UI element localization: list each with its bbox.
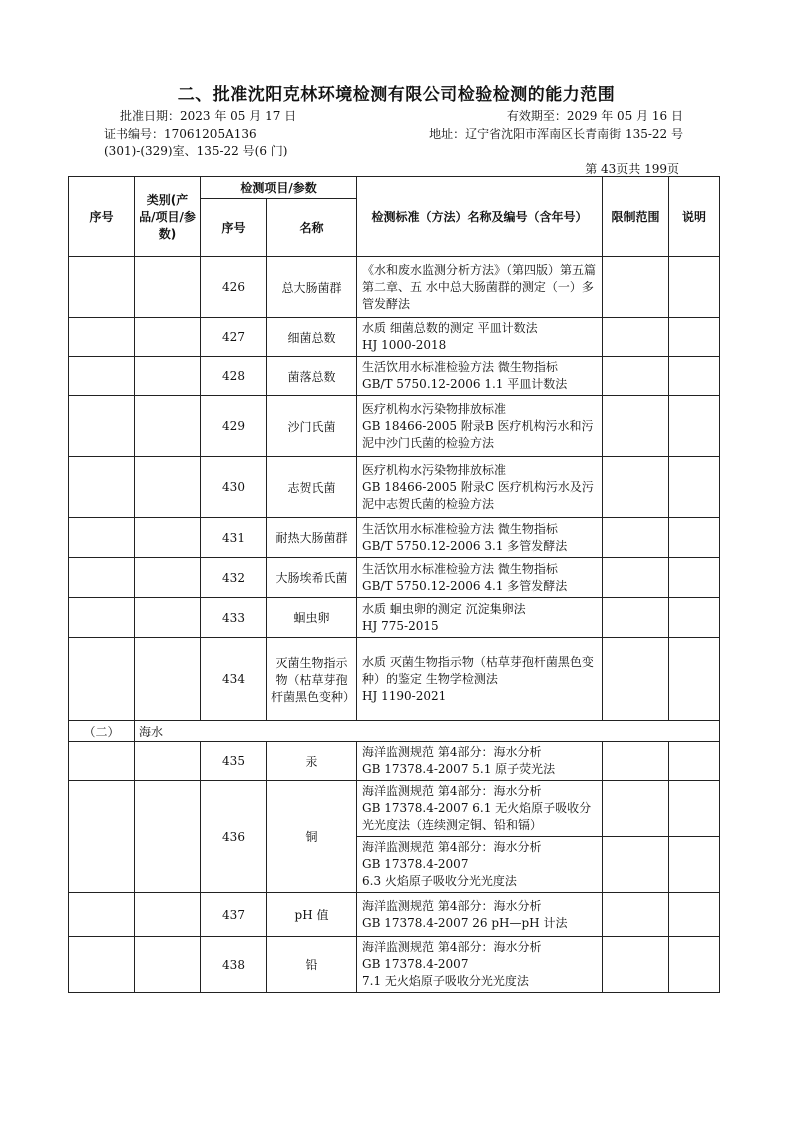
- col-category: 类别(产品/项目/参数): [135, 177, 201, 257]
- table-row: [69, 396, 720, 457]
- col-seq: 序号: [69, 177, 135, 257]
- approval-date: 批准日期：2023 年 05 月 17 日: [120, 109, 297, 123]
- section-row: [69, 721, 720, 742]
- item-seq: 433: [201, 598, 267, 638]
- item-name: 菌落总数: [267, 357, 357, 396]
- item-seq: 435: [201, 742, 267, 781]
- item-standard: 医疗机构水污染物排放标准 GB 18466-2005 附录C 医疗机构污水及污泥中志贺氏菌的检验方法: [357, 457, 603, 518]
- page-number: 第 43页共 199页: [585, 162, 679, 176]
- item-seq: 426: [201, 257, 267, 318]
- item-name: 耐热大肠菌群: [267, 518, 357, 558]
- item-standard: 海洋监测规范 第4部分：海水分析 GB 17378.4-2007 7.1 无火焰原子吸收分光光度法: [357, 937, 603, 993]
- item-name: 志贺氏菌: [267, 457, 357, 518]
- table-row: [69, 937, 720, 993]
- table-row: [69, 598, 720, 638]
- item-name: 蛔虫卵: [267, 598, 357, 638]
- valid-until: 有效期至：2029 年 05 月 16 日: [506, 109, 683, 123]
- item-name: 大肠埃希氏菌: [267, 558, 357, 598]
- col-item-group: 检测项目/参数: [201, 177, 357, 199]
- item-standard: 水质 细菌总数的测定 平皿计数法 HJ 1000-2018: [357, 318, 603, 357]
- table-row: [69, 781, 720, 837]
- item-seq: 428: [201, 357, 267, 396]
- address: 地址：辽宁省沈阳市浑南区长青南街 135-22 号: [429, 127, 683, 141]
- item-name: 总大肠菌群: [267, 257, 357, 318]
- item-name: 细菌总数: [267, 318, 357, 357]
- cert-number: 证书编号：17061205A136: [104, 127, 257, 141]
- item-name: 铜: [267, 781, 357, 893]
- item-standard: 水质 灭菌生物指示物（枯草芽孢杆菌黑色变种）的鉴定 生物学检测法 HJ 1190-2021: [357, 638, 603, 721]
- item-standard: 水质 蛔虫卵的测定 沉淀集卵法 HJ 775-2015: [357, 598, 603, 638]
- col-limit: 限制范围: [603, 177, 669, 257]
- col-standard: 检测标准（方法）名称及编号（含年号）: [357, 177, 603, 257]
- table-row: [69, 518, 720, 558]
- item-seq: 427: [201, 318, 267, 357]
- item-standard: 生活饮用水标准检验方法 微生物指标 GB/T 5750.12-2006 3.1 多管发酵法: [357, 518, 603, 558]
- item-seq: 436: [201, 781, 267, 893]
- table-row: [69, 558, 720, 598]
- col-item-name: 名称: [267, 199, 357, 257]
- item-name: 沙门氏菌: [267, 396, 357, 457]
- item-seq: 430: [201, 457, 267, 518]
- item-standard: 生活饮用水标准检验方法 微生物指标 GB/T 5750.12-2006 4.1 多管发酵法: [357, 558, 603, 598]
- table-row: [69, 638, 720, 721]
- table-row: [69, 357, 720, 396]
- item-name: 灭菌生物指示物（枯草芽孢杆菌黑色变种）: [267, 638, 357, 721]
- item-standard: 海洋监测规范 第4部分：海水分析 GB 17378.4-2007 6.1 无火焰原子吸收分光光度法（连续测定铜、铅和镉）: [357, 781, 603, 837]
- item-name: 铅: [267, 937, 357, 993]
- item-standard: 海洋监测规范 第4部分：海水分析 GB 17378.4-2007 26 pH—pH 计法: [357, 893, 603, 937]
- section-seq: （二）: [69, 721, 135, 742]
- item-seq: 432: [201, 558, 267, 598]
- table-row: [69, 318, 720, 357]
- item-seq: 434: [201, 638, 267, 721]
- item-standard: 《水和废水监测分析方法》（第四版）第五篇 第二章、五 水中总大肠菌群的测定（一）多管发酵法: [357, 257, 603, 318]
- section-name: 海水: [135, 721, 720, 742]
- col-note: 说明: [669, 177, 720, 257]
- item-standard-alt: 海洋监测规范 第4部分：海水分析 GB 17378.4-2007 6.3 火焰原子吸收分光光度法: [357, 837, 603, 893]
- item-name: 汞: [267, 742, 357, 781]
- capability-table: [68, 176, 720, 993]
- item-seq: 437: [201, 893, 267, 937]
- item-name: pH 值: [267, 893, 357, 937]
- table-row: [69, 742, 720, 781]
- item-standard: 医疗机构水污染物排放标准 GB 18466-2005 附录B 医疗机构污水和污泥中沙门氏菌的检验方法: [357, 396, 603, 457]
- page-title: 二、批准沈阳克林环境检测有限公司检验检测的能力范围: [177, 85, 616, 105]
- table-row: [69, 457, 720, 518]
- address-line2: (301)-(329)室、135-22 号(6 门): [104, 144, 288, 158]
- item-seq: 429: [201, 396, 267, 457]
- table-row: [69, 893, 720, 937]
- col-item-seq: 序号: [201, 199, 267, 257]
- table-row: [69, 257, 720, 318]
- item-seq: 438: [201, 937, 267, 993]
- item-standard: 生活饮用水标准检验方法 微生物指标 GB/T 5750.12-2006 1.1 平皿计数法: [357, 357, 603, 396]
- item-standard: 海洋监测规范 第4部分：海水分析 GB 17378.4-2007 5.1 原子荧光法: [357, 742, 603, 781]
- item-seq: 431: [201, 518, 267, 558]
